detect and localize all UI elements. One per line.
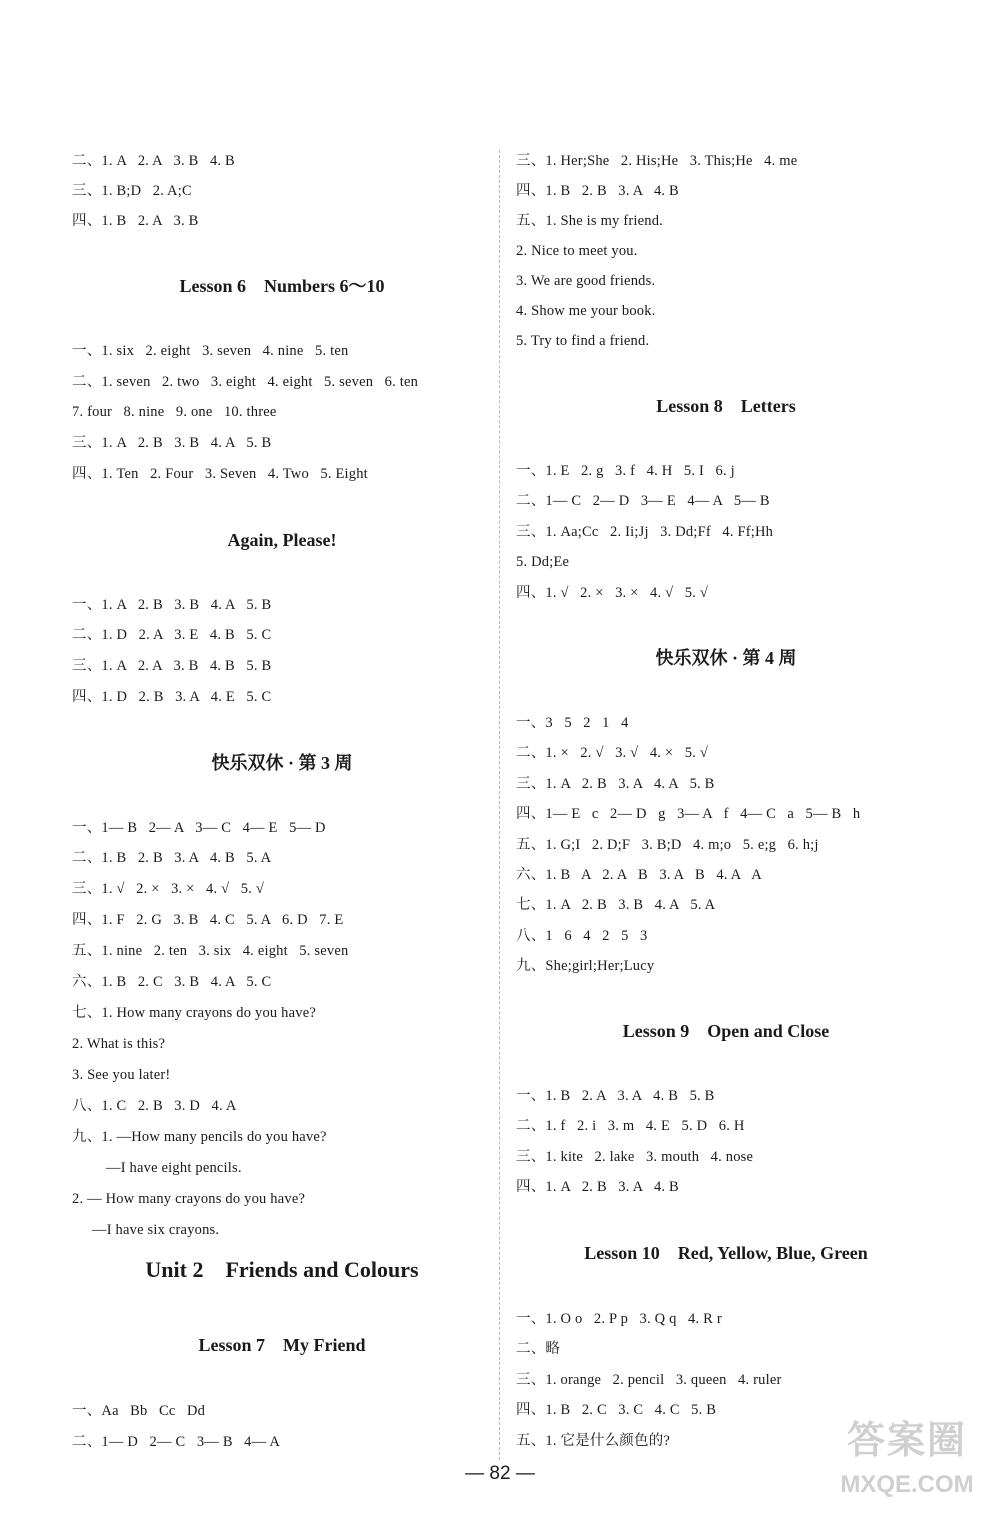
section-heading-week-4: 快乐双休 · 第 4 周 [655,648,797,668]
answer-line: 7. four 8. nine 9. one 10. three [72,404,277,420]
answer-line: 六、1. B 2. C 3. B 4. A 5. C [72,974,272,990]
answer-line: 八、1 6 4 2 5 3 [516,928,648,944]
answer-line: 一、1. B 2. A 3. A 4. B 5. B [516,1088,715,1104]
answer-line: 三、1. Her;She 2. His;He 3. This;He 4. me [516,153,798,169]
answer-line: 一、1. O o 2. P p 3. Q q 4. R r [516,1311,722,1327]
answer-line: —I have six crayons. [92,1222,220,1238]
answer-line: 二、1. B 2. B 3. A 4. B 5. A [72,850,272,866]
answer-line: 五、1. 它是什么颜色的? [516,1433,671,1449]
watermark-domain: MXQE.COM [840,1471,974,1498]
answer-line: 四、1. A 2. B 3. A 4. B [516,1179,679,1195]
watermark-logo: 答案圈 [846,1420,967,1462]
answer-line: 三、1. A 2. B 3. B 4. A 5. B [72,435,272,451]
answer-line: 八、1. C 2. B 3. D 4. A [72,1098,237,1114]
answer-line: 二、1— D 2— C 3— B 4— A [72,1434,281,1450]
answer-line: 5. Try to find a friend. [516,333,650,349]
answer-line: 三、1. √ 2. × 3. × 4. √ 5. √ [72,881,265,897]
answer-line: 二、1. f 2. i 3. m 4. E 5. D 6. H [516,1118,745,1134]
answer-line: 一、1. E 2. g 3. f 4. H 5. I 6. j [516,463,735,479]
answer-line: 五、1. G;I 2. D;F 3. B;D 4. m;o 5. e;g 6. h;j [516,837,819,853]
answer-line: —I have eight pencils. [106,1160,242,1176]
answer-line: 4. Show me your book. [516,303,656,319]
answer-line: 四、1. √ 2. × 3. × 4. √ 5. √ [516,585,709,601]
answer-line: 2. Nice to meet you. [516,243,638,259]
answer-line: 四、1. B 2. C 3. C 4. C 5. B [516,1402,717,1418]
answer-line: 2. — How many crayons do you have? [72,1191,306,1207]
answer-line: 二、略 [516,1341,561,1357]
answer-line: 二、1— C 2— D 3— E 4— A 5— B [516,493,770,509]
answer-line: 九、1. —How many pencils do you have? [72,1129,327,1145]
answer-line: 七、1. A 2. B 3. B 4. A 5. A [516,897,716,913]
answer-line: 二、1. D 2. A 3. E 4. B 5. C [72,627,272,643]
answer-line: 2. What is this? [72,1036,166,1052]
answer-line: 三、1. orange 2. pencil 3. queen 4. ruler [516,1372,782,1388]
answer-line: 四、1. D 2. B 3. A 4. E 5. C [72,689,272,705]
answer-line: 七、1. How many crayons do you have? [72,1005,316,1021]
answer-line: 九、She;girl;Her;Lucy [516,958,655,974]
watermark [818,1416,996,1524]
answer-line: 三、1. Aa;Cc 2. Ii;Jj 3. Dd;Ff 4. Ff;Hh [516,524,774,540]
answer-line: 三、1. kite 2. lake 3. mouth 4. nose [516,1149,754,1165]
answer-line: 三、1. B;D 2. A;C [72,183,192,199]
answer-line: 四、1. B 2. A 3. B [72,213,199,229]
section-heading-again-please: Again, Please! [227,530,337,550]
column-divider [499,150,500,1460]
page-number: — 82 — [465,1463,535,1484]
answer-line: 四、1. B 2. B 3. A 4. B [516,183,679,199]
answer-line: 三、1. A 2. B 3. A 4. A 5. B [516,776,715,792]
section-heading-lesson-6: Lesson 6 Numbers 6～10 [179,276,385,296]
answer-line: 5. Dd;Ee [516,554,570,570]
answer-line: 四、1. Ten 2. Four 3. Seven 4. Two 5. Eight [72,466,368,482]
answer-line: 一、Aa Bb Cc Dd [72,1403,206,1419]
section-heading-lesson-8: Lesson 8 Letters [656,396,796,416]
answer-line: 五、1. nine 2. ten 3. six 4. eight 5. seven [72,943,349,959]
answer-line: 三、1. A 2. A 3. B 4. B 5. B [72,658,272,674]
answer-line: 一、1. six 2. eight 3. seven 4. nine 5. ten [72,343,349,359]
answer-line: 一、3 5 2 1 4 [516,715,629,731]
answer-line: 六、1. B A 2. A B 3. A B 4. A A [516,867,762,883]
section-heading-lesson-7: Lesson 7 My Friend [198,1335,366,1355]
answer-line: 一、1. A 2. B 3. B 4. A 5. B [72,597,272,613]
section-heading-week-3: 快乐双休 · 第 3 周 [211,753,353,773]
answer-line: 四、1— E c 2— D g 3— A f 4— C a 5— B h [516,806,861,822]
answer-line: 四、1. F 2. G 3. B 4. C 5. A 6. D 7. E [72,912,344,928]
answer-line: 二、1. A 2. A 3. B 4. B [72,153,235,169]
answer-line: 五、1. She is my friend. [516,213,663,229]
unit-heading: Unit 2 Friends and Colours [145,1257,419,1282]
answer-line: 3. See you later! [72,1067,171,1083]
section-heading-lesson-10: Lesson 10 Red, Yellow, Blue, Green [584,1243,868,1263]
answer-line: 二、1. × 2. √ 3. √ 4. × 5. √ [516,745,709,761]
section-heading-lesson-9: Lesson 9 Open and Close [622,1021,830,1041]
answer-line: 二、1. seven 2. two 3. eight 4. eight 5. seven 6. ten [72,374,419,390]
answer-line: 3. We are good friends. [516,273,656,289]
answer-line: 一、1— B 2— A 3— C 4— E 5— D [72,820,326,836]
